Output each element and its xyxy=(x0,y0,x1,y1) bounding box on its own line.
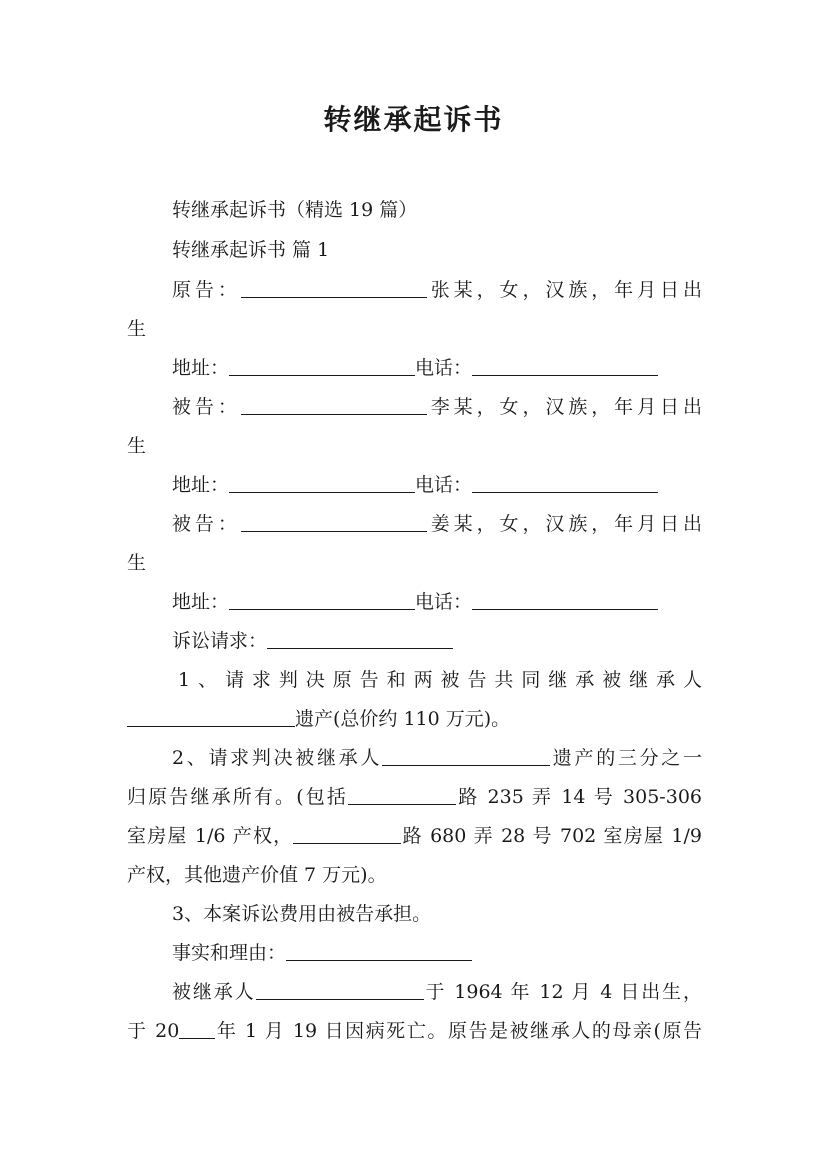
blank-line xyxy=(286,940,472,961)
plaintiff-label: 原告： xyxy=(172,279,241,301)
phone-label: 电话： xyxy=(415,591,473,613)
address-label: 地址： xyxy=(172,357,230,379)
facts-line-1 xyxy=(172,978,702,1006)
plaintiff-line xyxy=(172,276,702,304)
claim-2-text: 归原告继承所有。(包括 xyxy=(127,786,349,808)
blank-line xyxy=(472,355,658,376)
claim-2-line-1 xyxy=(172,744,702,772)
subtitle-line xyxy=(172,196,702,224)
blank-line xyxy=(472,589,658,610)
blank-line xyxy=(241,277,427,298)
claim-2-line-4 xyxy=(127,861,702,889)
claim-1-text-cont: 遗产(总价约 110 万元)。 xyxy=(295,708,511,730)
blank-line xyxy=(472,472,658,493)
blank-line xyxy=(229,355,415,376)
blank-line xyxy=(267,628,453,649)
facts-text-cont: 于 1964 年 12 月 4 日出生， xyxy=(423,981,702,1003)
claims-label: 诉讼请求： xyxy=(172,630,268,652)
blank-line xyxy=(229,472,415,493)
facts-heading xyxy=(172,939,702,967)
blank-line xyxy=(241,394,427,415)
address-line-1 xyxy=(172,354,702,382)
facts-text: 被继承人 xyxy=(172,981,256,1003)
address-line-2 xyxy=(172,471,702,499)
address-label: 地址： xyxy=(172,591,230,613)
defendant-line-1 xyxy=(172,393,702,421)
defendant-info: 李某，女，汉族，年月日出 xyxy=(426,396,702,418)
claim-2-line-2 xyxy=(127,783,702,811)
blank-line xyxy=(382,745,550,766)
defendant-line-2-tail xyxy=(127,549,702,577)
plaintiff-tail-text: 生 xyxy=(127,318,147,340)
claim-1-line-1 xyxy=(178,666,702,694)
claims-heading xyxy=(172,627,702,655)
facts-text: 于 20 xyxy=(127,1020,180,1042)
claim-2-text-cont: 路 680 弄 28 号 702 室房屋 1/9 xyxy=(401,825,702,847)
defendant-label: 被告： xyxy=(172,396,241,418)
claim-2-text: 2、请求判决被继承人 xyxy=(172,747,383,769)
blank-line xyxy=(179,1018,215,1039)
blank-line xyxy=(229,589,415,610)
facts-label: 事实和理由： xyxy=(172,942,287,964)
facts-text-cont: 年 1 月 19 日因病死亡。原告是被继承人的母亲(原告 xyxy=(215,1020,702,1042)
phone-label: 电话： xyxy=(415,474,473,496)
defendant-line-1-tail xyxy=(127,432,702,460)
defendant-tail-text: 生 xyxy=(127,435,147,457)
phone-label: 电话： xyxy=(415,357,473,379)
blank-line xyxy=(348,784,456,805)
claim-3-line xyxy=(172,900,702,928)
address-label: 地址： xyxy=(172,474,230,496)
blank-line xyxy=(256,979,424,1000)
claim-2-text: 产权，其他遗产价值 7 万元)。 xyxy=(127,864,387,886)
claim-3-text: 3、本案诉讼费用由被告承担。 xyxy=(172,903,432,925)
claim-2-line-3 xyxy=(127,822,702,850)
defendant-info: 姜某，女，汉族，年月日出 xyxy=(426,513,702,535)
claim-1-line-2 xyxy=(127,705,702,733)
blank-line xyxy=(241,511,427,532)
blank-line xyxy=(127,706,295,727)
claim-1-text: 1、请求判决原告和两被告共同继承被继承人 xyxy=(178,669,702,691)
defendant-line-2 xyxy=(172,510,702,538)
claim-2-text-cont: 遗产的三分之一 xyxy=(550,747,702,769)
address-line-3 xyxy=(172,588,702,616)
defendant-label: 被告： xyxy=(172,513,241,535)
facts-line-2 xyxy=(127,1017,702,1045)
plaintiff-info: 张某，女，汉族，年月日出 xyxy=(426,279,702,301)
blank-line xyxy=(293,823,401,844)
subtitle-text: 转继承起诉书（精选 19 篇） xyxy=(172,199,418,221)
plaintiff-line-tail xyxy=(127,315,702,343)
document-title: 转继承起诉书 xyxy=(323,103,504,136)
section-heading xyxy=(172,236,702,264)
defendant-tail-text: 生 xyxy=(127,552,147,574)
claim-2-text-cont: 路 235 弄 14 号 305-306 xyxy=(456,786,702,808)
section-heading-text: 转继承起诉书 篇 1 xyxy=(172,239,330,261)
claim-2-text: 室房屋 1/6 产权， xyxy=(127,825,294,847)
